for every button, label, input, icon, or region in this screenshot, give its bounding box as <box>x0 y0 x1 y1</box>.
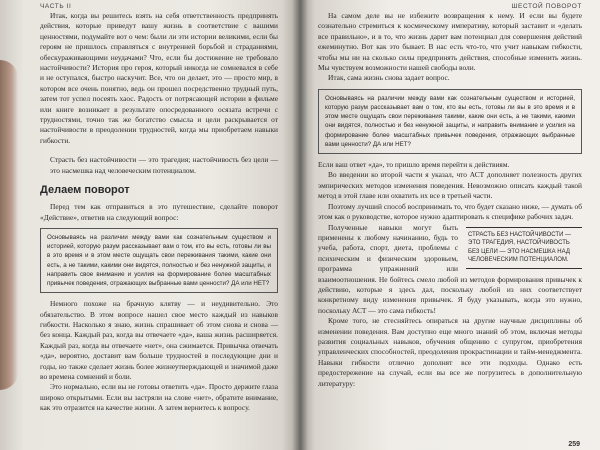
body-paragraph: Кроме того, не стесняйтесь опираться на другие научные дисциплины об изменении поведения. Вам доступно еще много знаний об этом, включая методы развития социальных навыков, обучения общению с супругом, приобретения управленческих способностей, преодоления прокрастинации и тайм-менеджмента. Навыки гибкости отлично дополнят все эти подходы. Однако есть предостережение на случай, если вы все же погрузитесь в дополнительную литературу: <box>318 316 582 388</box>
body-paragraph: Немного похоже на брачную клятву — и неудивительно. Это обязательство. В этом вопросе нашел свое место каждый из навыков гибкости. Насколько я знаю, жизнь спрашивает об этом снова и снова — без конца. Каждый раз, когда вы отвечаете «да», ваша жизнь расширяется. Каждый раз, когда вы отвечаете «нет», она сжимается. Привычка отвечать «да», вероятно, доставит вам больше трудностей в последующие дни и годы, но также сделает жизнь более жизнеутверждающей и значимой даже во времена сомнений и боли. <box>40 299 278 381</box>
body-paragraph: Во введении ко второй части я указал, что АСТ дополняет полезность других эмпирических методов изменения поведения. Невозможно описать каждый такой метод в этой главе или охватить их все в третьей части. <box>318 170 582 201</box>
book-gutter <box>292 0 308 450</box>
body-paragraph: Если ваш ответ «да», то пришло время перейти к действиям. <box>318 160 510 170</box>
right-page <box>300 0 600 450</box>
pull-quote: СТРАСТЬ БЕЗ НАСТОЙЧИВОСТИ — ЭТО ТРАГЕДИЯ, НАСТОЙЧИВОСТЬ БЕЗ ЦЕЛИ — ЭТО НАСМЕШКА НАД ЧЕЛОВЕЧЕСКИМ ПОТЕНЦИАЛОМ. <box>466 227 582 269</box>
body-paragraph: Итак, сама жизнь снова задает вопрос. <box>328 73 450 83</box>
body-paragraph: Поэтому лучший способ воспринимать то, что будет сказано ниже, — думать об этом как о руководстве, которое нужно адаптировать к специфике рабочих задач. <box>318 201 582 222</box>
section-intro: Перед тем как отправиться в это путешествие, сделайте поворот «Действие», ответив на следующий вопрос: <box>40 202 278 222</box>
highlight-quote: Страсть без настойчивости — это трагедия; настойчивость без цели — это насмешка над человеческим потенциалом. <box>50 155 278 175</box>
question-box: Основываясь на различии между вами как сознательным существом и историей, которую разум рассказывает вам о том, кто вы есть, готовы ли вы в это время и в этом месте ощущать свои переживания такими, какие они есть, а не такими, какими они видятся, полностью и без ненужной защиты, и направить внимание и усилия на формирование более масштабных привычек поведения, отражающих выбранные вами ценности? ДА или НЕТ? <box>318 89 582 154</box>
section-title: Делаем поворот <box>40 184 130 197</box>
body-paragraph: На самом деле вы не избежите возвращения к нему. И если вы будете сознательно стремиться к космическому императиву, который заставит и «делать все правильно», и в то, что жизнь дарит вам потенциал для совершения действий ежеминутно. Вот как это бывает. В нас есть что-то, что учит навыкам гибкости, чтобы мы ни на сколько силы предпринять действия, способные изменить жизнь. Мы чувствуем возможности нашей свободы воли. <box>318 11 582 73</box>
body-paragraph: Полученные навыки могут быть применены к любому начинанию, будь то учеба, работа, спорт, диета, проблемы с психическим и физическим здоровьем, программа упражнений или взаимоотношения. Не бойтесь смело любой из методов формирования привычек к действию, которые я здесь дал, поскольку любой из них соответствует конкретному виду изменения привычек. Я буду указывать, когда это нужно, поскольку АСТ — это сама гибкость! <box>318 222 582 315</box>
body-paragraph: Это нормально, если вы не готовы ответить «да». Просто держите глаза широко открытыми. Если вы застряли на слове «нет», обратите внимание, как это отразится на качестве жизни. А затем вернитесь к вопросу. <box>40 382 278 413</box>
running-head-right: ШЕСТОЙ ПОВОРОТ <box>511 3 582 10</box>
body-paragraph: Итак, когда вы решитесь взять на себя ответственность предпринять действия, которые приведут вашу жизнь в соответствие с вашими ценностями, подумайте вот о чем: были ли эти истории великими, если бы героям не пришлось справляться с внутренней борьбой и страданиями, обескураживающими неудачами? Что, если бы достижение не требовало настойчивости? История про героя, который никогда не сомневался в себе и не оступался, быстро наскучит. Все, что он делает, это — просто мир, в котором все очень понятно, ведь он прошел посредственно трудный путь, затем тот успел посеять хаос. Радость от потрясающей истории в фильме или книге возникает в результате опосредованного осязата встречи с трудностями, точно так же богатство смысла и цели раскрывается от настойчивости в преодолении трудностей, когда мы приобретаем навыки гибкости. <box>40 11 278 145</box>
thumb <box>0 60 18 390</box>
page-number: 259 <box>568 441 580 448</box>
running-head-left: ЧАСТЬ II <box>40 3 72 10</box>
question-box: Основываясь на различии между вами как сознательным существом и историей, которую разум рассказывает вам о том, кто вы есть, готовы ли вы в это время и в этом месте ощущать свои переживания такими, какие они есть, а не такими, какими они видятся, полностью и без ненужной защиты, и направить свое внимание и усилия на формирование более масштабных привычек поведения, отражающих выбранные вами ценности? ДА или НЕТ? <box>40 228 278 293</box>
